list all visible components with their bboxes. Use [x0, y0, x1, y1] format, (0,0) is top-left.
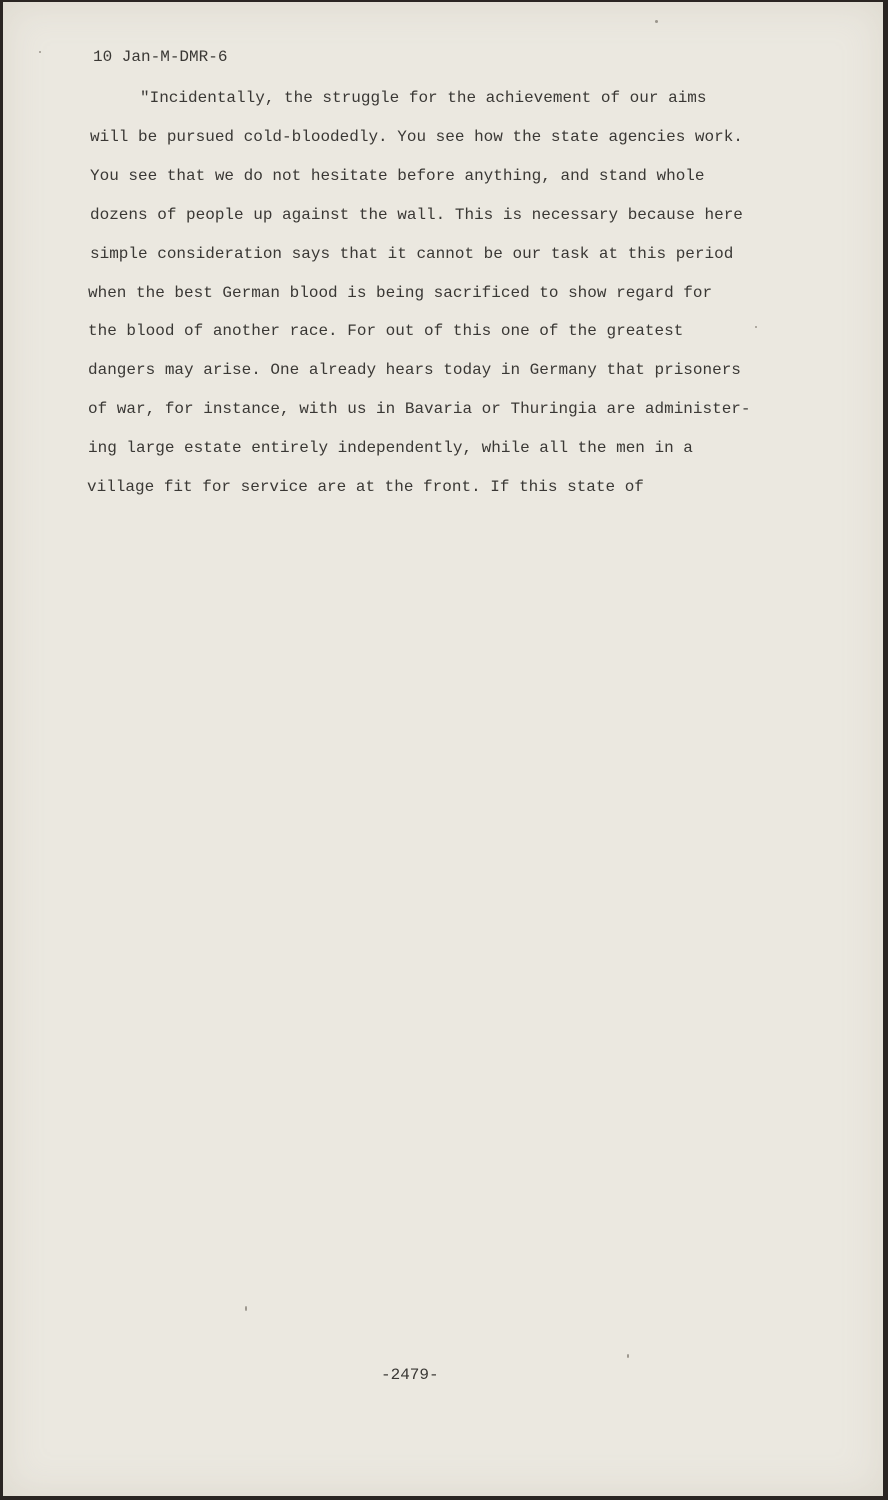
- body-line: dozens of people up against the wall. This is necessary because here: [90, 206, 743, 224]
- document-page: [3, 2, 883, 1496]
- body-line: the blood of another race. For out of this one of the greatest: [88, 322, 684, 340]
- body-line: simple consideration says that it cannot be our task at this period: [90, 245, 734, 263]
- body-line: village fit for service are at the front. If this state of: [87, 478, 644, 496]
- paper-speck: [755, 326, 757, 328]
- body-line: You see that we do not hesitate before anything, and stand whole: [90, 167, 705, 185]
- document-header: 10 Jan-M-DMR-6: [93, 48, 228, 66]
- paper-speck: [627, 1354, 629, 1358]
- paper-speck: [655, 20, 658, 23]
- body-line: "Incidentally, the struggle for the achievement of our aims: [140, 89, 707, 107]
- body-line: dangers may arise. One already hears today in Germany that prisoners: [88, 361, 741, 379]
- body-line: of war, for instance, with us in Bavaria or Thuringia are administer-: [88, 400, 751, 418]
- body-line: will be pursued cold-bloodedly. You see how the state agencies work.: [90, 128, 743, 146]
- page-number: -2479-: [381, 1366, 439, 1384]
- paper-speck: [245, 1306, 247, 1311]
- paper-speck: [39, 51, 41, 53]
- body-line: when the best German blood is being sacrificed to show regard for: [88, 284, 713, 302]
- body-line: ing large estate entirely independently, while all the men in a: [88, 439, 693, 457]
